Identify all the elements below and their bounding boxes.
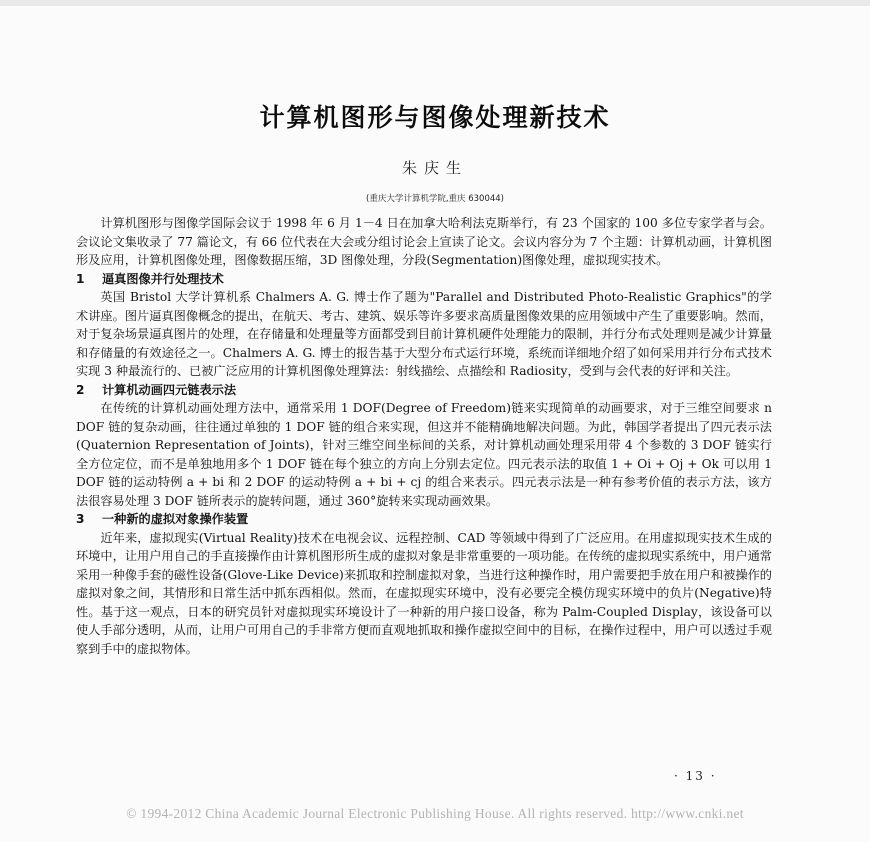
author-name: 朱庆生 [401, 159, 468, 177]
section-title: 一种新的虚拟对象操作装置 [102, 512, 249, 526]
intro-paragraph: 计算机图形与图像学国际会议于 1998 年 6 月 1－4 日在加拿大哈利法克斯举行，有 23 个国家的 100 多位专家学者与会。会议论文集收录了 77 篇论文，有 66 位代表在大会或分组讨论会上宣读了论文。会议内容分为 7 个主题：计算机动画，计算机图形及应用，计算机图像处理，图像数据压缩，3D 图像处理，分段(Segmentation)图像处理，虚拟现实技术。 [76, 216, 772, 267]
page-number: · 13 · [674, 769, 717, 783]
section-number: 2 [76, 382, 85, 397]
article-title: 计算机图形与图像处理新技术 [259, 103, 611, 132]
section-heading-3 [76, 510, 772, 529]
section-heading-2 [76, 381, 772, 400]
section-title: 逼真图像并行处理技术 [102, 271, 224, 286]
scan-edge [0, 0, 870, 6]
section-number: 3 [76, 512, 85, 526]
section-paragraph-2: 在传统的计算机动画处理方法中，通常采用 1 DOF(Degree of Freedom)链来实现简单的动画要求，对于三维空间要求 n DOF 链的复杂动画，往往通过单独的 1 DOF 链的组合来实现，但这并不能精确地解决问题。为此，韩国学者提出了四元表示法(Quaternion Representation of Joints)，针对三维空间坐标间的关系，对计算机动画处理采用带 4 个参数的 3 DOF 链实行全方位定位，而不是单独地用多个 1 DOF 链在每个独立的方向上分别去定位。四元表示法的取值 1 + Oi + Oj + Ok 可以用 1 DOF 链的运动特例 a + bi 和 2 DOF 的运动特例 a + bi + cj 的组合来表示。四元表示法是一种有参考价值的表示方法，该方法很容易处理 3 DOF 链所表示的旋转问题，通过 360°旋转来实现动画效果。 [76, 401, 772, 508]
article-body [76, 214, 772, 658]
author-affiliation: (重庆大学计算机学院,重庆 630044) [366, 194, 504, 204]
section-number: 1 [76, 271, 85, 286]
section-paragraph-3: 近年来，虚拟现实(Virtual Reality)技术在电视会议、远程控制、CAD 等领域中得到了广泛应用。在用虚拟现实技术生成的环境中，让用户用自己的手直接操作由计算机图形所生成的虚拟对象是非常重要的一项功能。在传统的虚拟现实系统中，用户通常采用一种像手套的磁性设备(Glove-Like Device)来抓取和控制虚拟对象，当进行这种操作时，用户需要把手放在用户和被操作的虚拟对象之间，其情形和日常生活中抓东西相似。然而，在虚拟现实环境中，没有必要完全模仿现实环境中的负片(Negative)特性。基于这一观点，日本的研究员针对虚拟现实环境设计了一种新的用户接口设备，称为 Palm-Coupled Display，该设备可以使人手部分透明，从而，让用户可用自己的手非常方便而直观地抓取和操作虚拟空间中的目标，在操作过程中，用户可以透过手观察到手中的虚拟物体。 [76, 530, 772, 656]
section-paragraph-1: 英国 Bristol 大学计算机系 Chalmers A. G. 博士作了题为"Parallel and Distributed Photo-Realistic Graphics"的学术讲座。图片逼真图像概念的提出，在航天、考古、建筑、娱乐等许多要求高质量图像效果的应用领域中产生了重要影响。然而，对于复杂场景逼真图片的处理，在存储量和处理量等方面都受到目前计算机硬件处理能力的限制，并行分布式处理则是减少计算量和存储量的有效途径之一。Chalmers A. G. 博士的报告基于大型分布式运行环境，系统而详细地介绍了如何采用并行分布式技术实现 3 种最流行的、已被广泛应用的计算机图像处理算法：射线描绘、点描绘和 Radiosity，受到与会代表的好评和关注。 [76, 290, 772, 378]
copyright-footer: © 1994-2012 China Academic Journal Electronic Publishing House. All rights reserved. http://www.cnki.net [126, 806, 744, 821]
section-heading-1 [76, 270, 772, 289]
section-title: 计算机动画四元链表示法 [102, 382, 237, 397]
